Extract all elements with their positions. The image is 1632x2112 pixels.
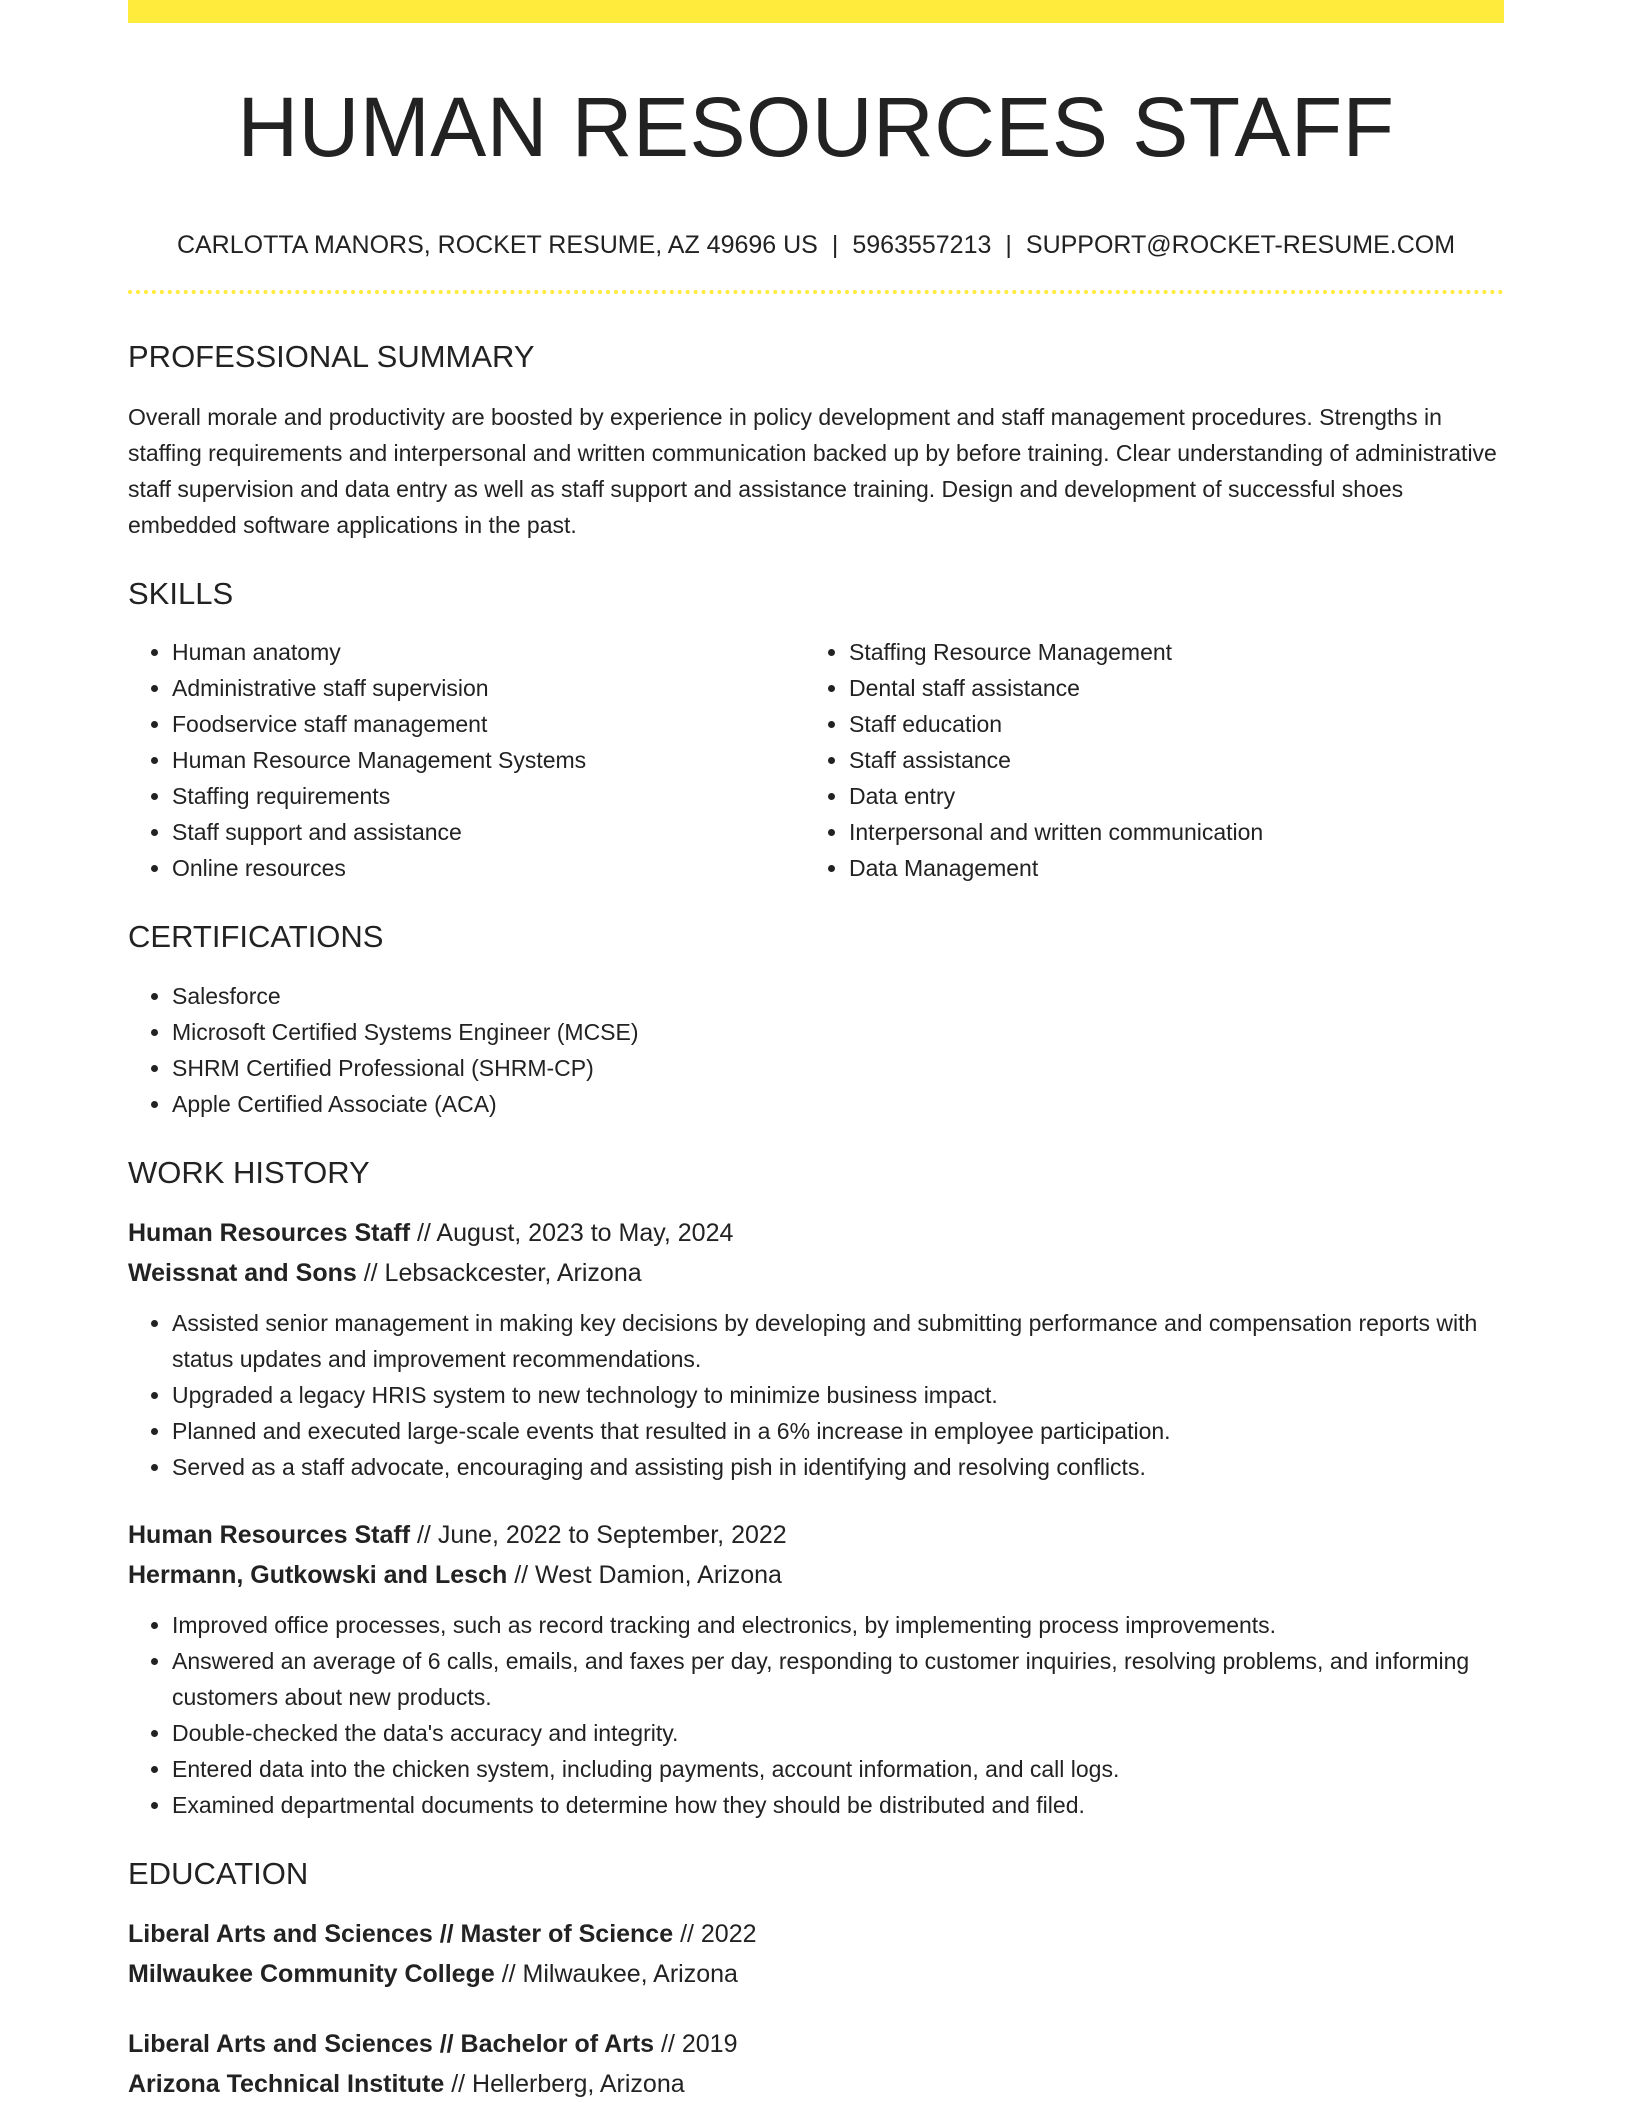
list-item: • Dental staff assistance (849, 670, 1482, 706)
list-item: • SHRM Certified Professional (SHRM-CP) (172, 1050, 1504, 1086)
list-item: • Microsoft Certified Systems Engineer (MCSE) (172, 1014, 1504, 1050)
list-item: • Upgraded a legacy HRIS system to new technology to minimize business impact. (172, 1377, 1504, 1413)
list-item: • Apple Certified Associate (ACA) (172, 1086, 1504, 1122)
job-location: // West Damion, Arizona (507, 1560, 782, 1589)
summary-text: Overall morale and productivity are boosted by experience in policy development and staff management procedures. Strengths in staffing requirements and interpersonal and written communication backed up by before training. Clear understanding of administrative staff supervision and data entry as well as staff support and assistance training. Design and development of successful shoes embedded software applications in the past. (128, 404, 1497, 539)
certifications-list (128, 978, 1504, 1122)
address: CARLOTTA MANORS, ROCKET RESUME, AZ 49696 US (176, 231, 818, 259)
skills-column-left (128, 634, 805, 886)
job-title-line (128, 1213, 1504, 1253)
list-item: • Examined departmental documents to determine how they should be distributed and filed. (172, 1787, 1504, 1823)
job-company: Hermann, Gutkowski and Lesch (128, 1560, 508, 1589)
list-item: • Foodservice staff management (172, 706, 805, 742)
list-item: • Assisted senior management in making key decisions by developing and submitting performance and compensation reports with status updates and improvement recommendations. (172, 1305, 1504, 1377)
phone: 5963557213 (852, 231, 992, 259)
education-degree: Liberal Arts and Sciences // Master of Science (128, 1919, 674, 1948)
list-item: • Staff assistance (849, 742, 1482, 778)
skills-heading: SKILLS (128, 576, 234, 612)
education-heading: EDUCATION (128, 1855, 309, 1891)
job-dates: // August, 2023 to May, 2024 (410, 1218, 734, 1247)
list-item: • Data Management (849, 850, 1482, 886)
job-company: Weissnat and Sons (128, 1258, 357, 1287)
education-school-line (128, 1954, 1504, 1994)
list-item: • Staffing requirements (172, 778, 805, 814)
job-company-line (128, 1555, 1504, 1595)
list-item: • Planned and executed large-scale events that resulted in a 6% increase in employee participation. (172, 1413, 1504, 1449)
education-school: Arizona Technical Institute (128, 2069, 445, 2098)
education-year: // 2019 (654, 2029, 738, 2058)
list-item: • Answered an average of 6 calls, emails, and faxes per day, responding to customer inquiries, resolving problems, and informing customers about new products. (172, 1643, 1504, 1715)
education-degree: Liberal Arts and Sciences // Bachelor of Arts (128, 2029, 655, 2058)
list-item: • Online resources (172, 850, 805, 886)
list-item: • Administrative staff supervision (172, 670, 805, 706)
education-degree-line (128, 1914, 1504, 1954)
education-school: Milwaukee Community College (128, 1959, 495, 1988)
accent-bar (128, 0, 1504, 23)
list-item: • Staff support and assistance (172, 814, 805, 850)
list-item: • Served as a staff advocate, encouraging and assisting pish in identifying and resolving conflicts. (172, 1449, 1504, 1485)
job-dates: // June, 2022 to September, 2022 (410, 1520, 787, 1549)
skills-list (128, 634, 1504, 886)
contact-separator: | (831, 231, 839, 259)
resume-content (128, 0, 1504, 2104)
list-item: • Improved office processes, such as record tracking and electronics, by implementing process improvements. (172, 1607, 1504, 1643)
contact-line (128, 231, 1504, 260)
certifications-heading: CERTIFICATIONS (128, 919, 384, 955)
dotted-divider (128, 290, 1504, 294)
skills-column-right (805, 634, 1482, 886)
job-title-line (128, 1515, 1504, 1555)
job-company-line (128, 1253, 1504, 1293)
job-title: Human Resources Staff (128, 1520, 411, 1549)
job-title: Human Resources Staff (128, 1218, 411, 1247)
list-item: • Human anatomy (172, 634, 805, 670)
list-item: • Staff education (849, 706, 1482, 742)
list-item: • Entered data into the chicken system, including payments, account information, and call logs. (172, 1751, 1504, 1787)
contact-separator: | (1005, 231, 1012, 259)
job-location: // Lebsackcester, Arizona (356, 1258, 642, 1287)
education-location: // Hellerberg, Arizona (444, 2069, 685, 2098)
education-location: // Milwaukee, Arizona (494, 1959, 738, 1988)
list-item: • Human Resource Management Systems (172, 742, 805, 778)
education-school-line (128, 2064, 1504, 2104)
education-degree-line (128, 2024, 1504, 2064)
summary-heading: PROFESSIONAL SUMMARY (128, 339, 535, 374)
education-year: // 2022 (673, 1919, 757, 1948)
list-item: • Data entry (849, 778, 1482, 814)
list-item: • Salesforce (172, 978, 1504, 1014)
work-history-heading: WORK HISTORY (128, 1154, 370, 1190)
resume-title: HUMAN RESOURCES STAFF (237, 80, 1395, 174)
job-bullets (128, 1607, 1504, 1823)
list-item: • Interpersonal and written communication (849, 814, 1482, 850)
list-item: • Staffing Resource Management (849, 634, 1482, 670)
job-bullets (128, 1305, 1504, 1485)
list-item: • Double-checked the data's accuracy and integrity. (172, 1715, 1504, 1751)
email: SUPPORT@ROCKET-RESUME.COM (1025, 231, 1456, 259)
